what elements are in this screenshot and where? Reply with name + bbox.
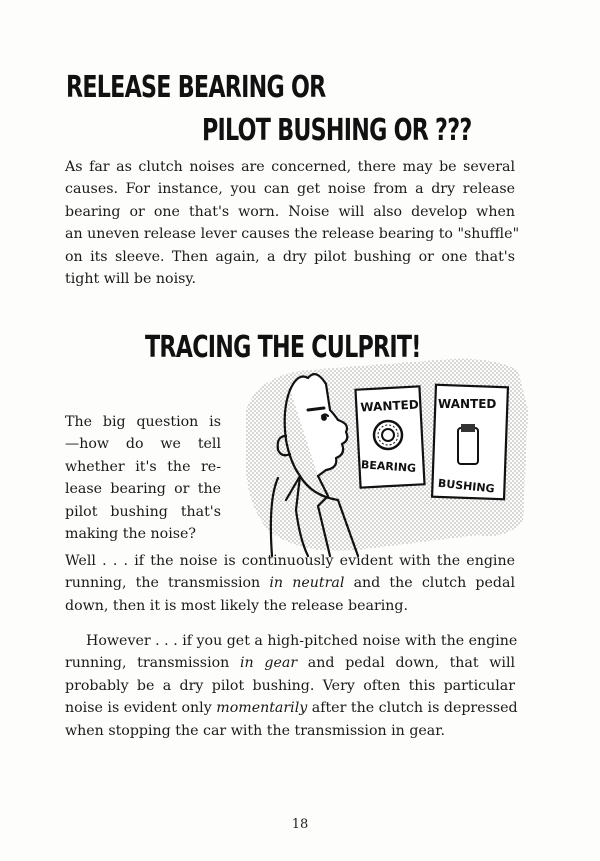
- poster-right-bottom: BUSHING: [437, 476, 496, 496]
- poster-right-top: WANTED: [438, 397, 497, 411]
- however-paragraph: [65, 630, 518, 742]
- question-paragraph: [65, 411, 221, 545]
- heading-line-1: RELEASE BEARING OR: [66, 70, 326, 105]
- text-line: As far as clutch noises are concerned, there may be several: [65, 159, 515, 175]
- text-line: noise is evident only momentarily after the clutch is depressed: [65, 700, 518, 717]
- emphasis-in-neutral: in neutral: [269, 575, 345, 592]
- poster-left-top: WANTED: [360, 397, 420, 415]
- text-line: when stopping the car with the transmission in gear.: [65, 722, 445, 739]
- emphasis-in-gear: in gear: [240, 655, 298, 672]
- text-line: —how do we tell: [65, 436, 221, 453]
- text-line: However . . . if you get a high-pitched noise with the engine: [86, 633, 518, 649]
- text-line: The big question is: [65, 414, 221, 430]
- text-line: down, then it is most likely the release bearing.: [65, 597, 408, 614]
- text-line: causes. For instance, you can get noise from a dry release: [65, 181, 515, 198]
- intro-paragraph: [65, 156, 520, 290]
- poster-bearing: [355, 386, 424, 487]
- cartoon-illustration: [238, 350, 530, 562]
- text-line: lease bearing or the: [65, 481, 221, 498]
- text-line: making the noise?: [65, 526, 197, 543]
- text-line: bearing or one that's worn. Noise will also develop when: [65, 203, 515, 220]
- text-line: an uneven release lever causes the release bearing to "shuffle": [65, 226, 520, 243]
- text-line: on its sleeve. Then again, a dry pilot bushing or one that's: [65, 248, 515, 265]
- subheading: TRACING THE CULPRIT!: [145, 330, 421, 365]
- page-number: 18: [291, 817, 309, 832]
- text-line: running, transmission in gear and pedal down, that will: [65, 655, 516, 672]
- text-line: running, the transmission in neutral and the clutch pedal: [65, 575, 515, 592]
- emphasis-momentarily: momentarily: [216, 700, 308, 717]
- text-line: whether it's the re-: [65, 458, 221, 475]
- text-line: pilot bushing that's: [65, 503, 221, 520]
- text-line: probably be a dry pilot bushing. Very often this particular: [65, 677, 515, 694]
- poster-bushing: [432, 385, 508, 499]
- text-line: Well . . . if the noise is continuously evident with the engine: [65, 553, 515, 569]
- well-paragraph: [65, 550, 515, 617]
- text-line: tight will be noisy.: [65, 271, 197, 288]
- poster-left-bottom: BEARING: [360, 458, 417, 475]
- heading-line-2: PILOT BUSHING OR ???: [202, 113, 472, 148]
